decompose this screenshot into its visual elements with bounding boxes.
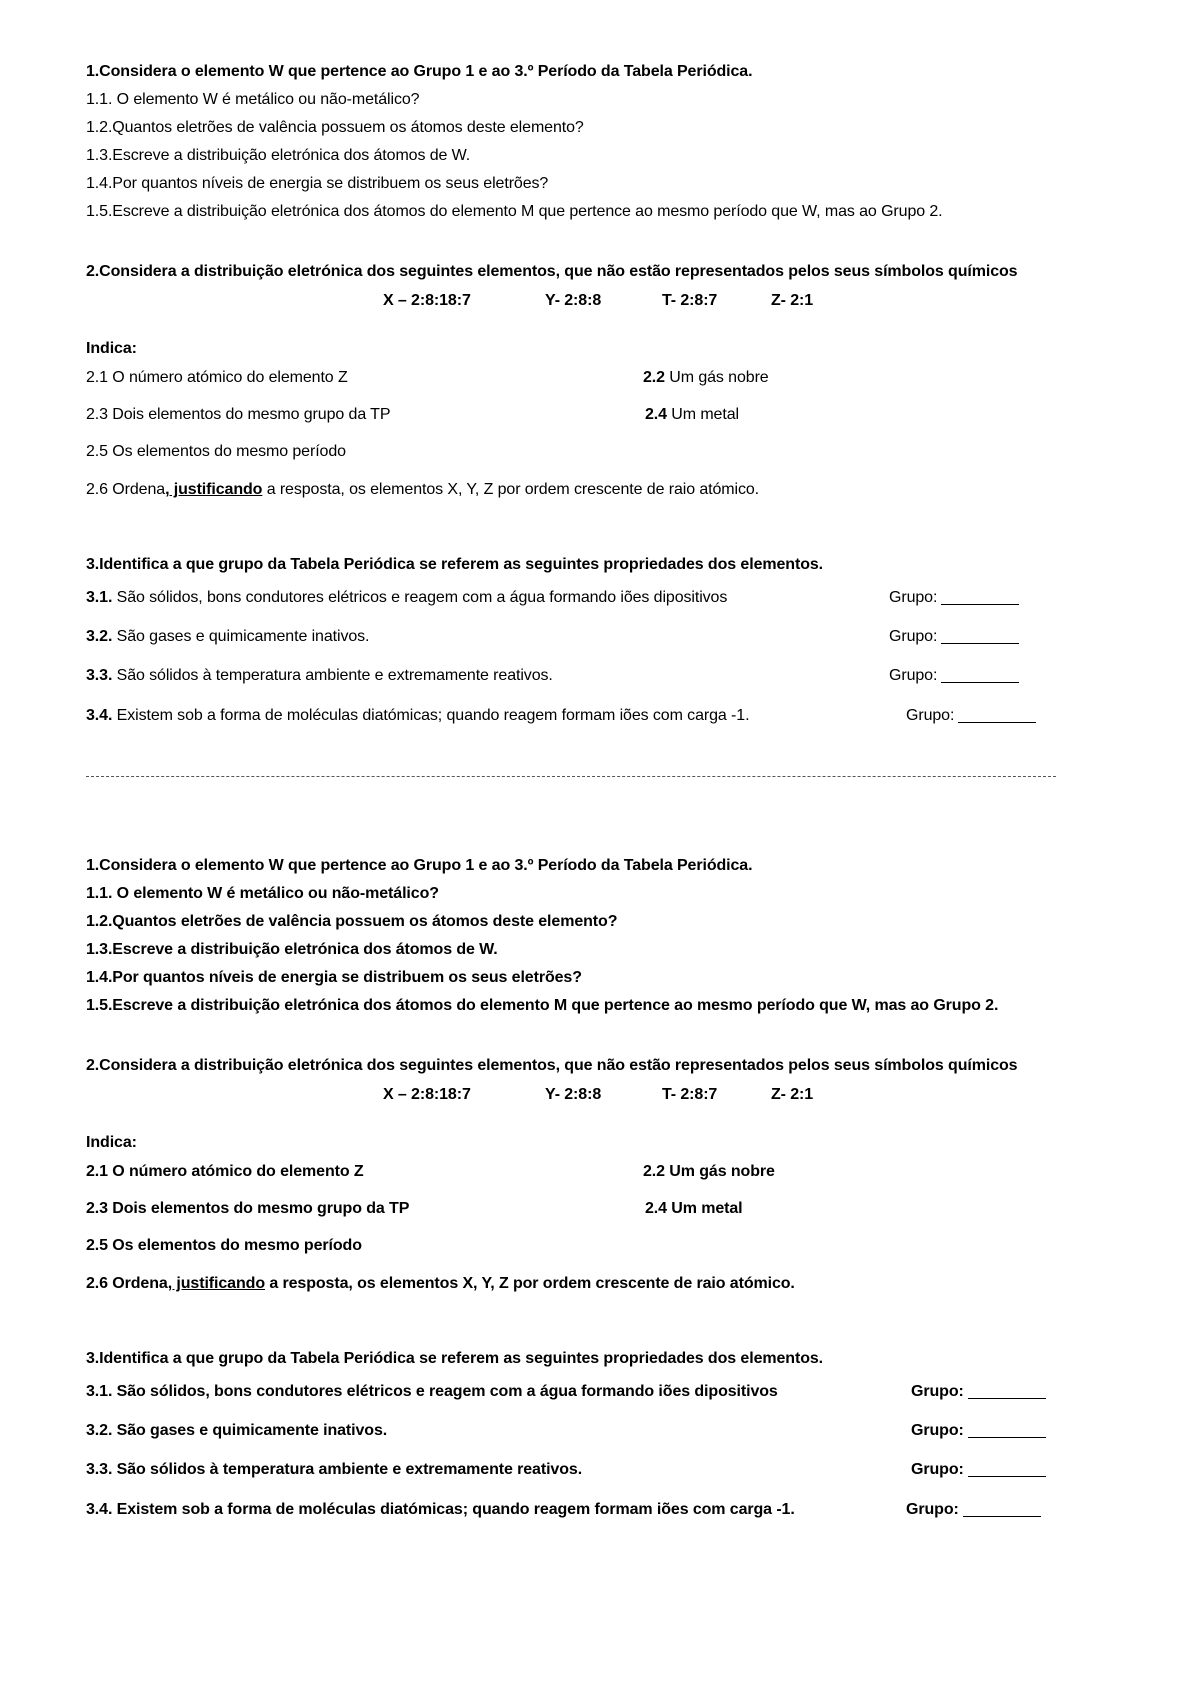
question-2-1: 2.1 O número atómico do elemento Z [86,369,348,386]
question-3-1-number: 3.1. [86,589,113,606]
question-3-4-number: 3.4. [86,707,113,724]
question-1-title: 1.Considera o elemento W que pertence ao Grupo 1 e ao 3.º Período da Tabela Periódica. [86,857,753,874]
question-2-title: 2.Considera a distribuição eletrónica dos seguintes elementos, que não estão representados pelos seus símbolos químicos [86,263,1018,280]
question-2-2-number: 2.2 [643,1163,665,1180]
question-1-1: 1.1. O elemento W é metálico ou não-metálico? [86,885,439,902]
cut-line-separator [86,776,1056,777]
answer-blank[interactable] [941,590,1019,605]
grupo-label: Grupo: [911,1422,964,1439]
indica-label: Indica: [86,340,137,357]
question-3-4-number: 3.4. [86,1501,113,1518]
answer-blank[interactable] [941,668,1019,683]
question-2-4-text: Um metal [666,1200,743,1217]
question-3-3-number: 3.3. [86,1461,113,1478]
question-3-1 [86,588,727,608]
question-3-1-number: 3.1. [86,1383,113,1400]
question-3-3-number: 3.3. [86,667,113,684]
grupo-answer-3-3 [911,1460,1046,1480]
grupo-label: Grupo: [911,1461,964,1478]
question-2-3: 2.3 Dois elementos do mesmo grupo da TP [86,406,391,423]
question-1-2: 1.2.Quantos eletrões de valência possuem os átomos deste elemento? [86,913,618,930]
question-2-6-emphasis: , justificando [165,481,263,498]
question-2-2 [643,368,769,388]
question-3-4-text: Existem sob a forma de moléculas diatómicas; quando reagem formam iões com carga -1. [112,1501,795,1518]
question-2-4-number: 2.4 [645,1200,667,1217]
question-2-4-number: 2.4 [645,406,667,423]
grupo-answer-3-3 [889,666,1019,686]
element-x: X – 2:8:18:7 [383,292,471,309]
question-3-4-text: Existem sob a forma de moléculas diatómicas; quando reagem formam iões com carga -1. [112,707,750,724]
question-2-3: 2.3 Dois elementos do mesmo grupo da TP [86,1200,410,1217]
worksheet-copy-2 [0,796,1200,1596]
question-3-1 [86,1382,778,1402]
question-2-6 [86,1274,795,1294]
question-2-1: 2.1 O número atómico do elemento Z [86,1163,364,1180]
question-2-6-start: 2.6 Ordena [86,1275,168,1292]
answer-blank[interactable] [958,708,1036,723]
question-1-4: 1.4.Por quantos níveis de energia se distribuem os seus eletrões? [86,969,582,986]
question-2-2-number: 2.2 [643,369,665,386]
question-3-2-number: 3.2. [86,1422,113,1439]
answer-blank[interactable] [968,1462,1046,1477]
question-2-6-start: 2.6 Ordena [86,481,166,498]
question-3-3 [86,666,553,686]
question-3-title: 3.Identifica a que grupo da Tabela Periódica se referem as seguintes propriedades dos elementos. [86,1350,824,1367]
grupo-label: Grupo: [889,628,938,645]
question-3-2-text: São gases e quimicamente inativos. [112,1422,388,1439]
question-3-4 [86,706,749,726]
grupo-answer-3-1 [889,588,1019,608]
grupo-label: Grupo: [906,707,955,724]
question-2-4 [645,405,739,425]
question-2-4-text: Um metal [666,406,739,423]
question-1-3: 1.3.Escreve a distribuição eletrónica dos átomos de W. [86,941,498,958]
grupo-answer-3-4 [906,1500,1041,1520]
question-2-4 [645,1199,743,1219]
element-t: T- 2:8:7 [662,1086,718,1103]
grupo-answer-3-4 [906,706,1036,726]
question-3-3-text: São sólidos à temperatura ambiente e extremamente reativos. [112,1461,583,1478]
question-3-2-text: São gases e quimicamente inativos. [112,628,370,645]
grupo-answer-3-2 [911,1421,1046,1441]
answer-blank[interactable] [968,1423,1046,1438]
grupo-answer-3-1 [911,1382,1046,1402]
question-2-5: 2.5 Os elementos do mesmo período [86,443,346,460]
question-3-2 [86,627,369,647]
element-z: Z- 2:1 [771,292,814,309]
question-2-2 [643,1162,775,1182]
question-1-title: 1.Considera o elemento W que pertence ao Grupo 1 e ao 3.º Período da Tabela Periódica. [86,63,753,80]
grupo-label: Grupo: [906,1501,959,1518]
indica-label: Indica: [86,1134,137,1151]
question-1-2: 1.2.Quantos eletrões de valência possuem os átomos deste elemento? [86,119,584,136]
element-x: X – 2:8:18:7 [383,1086,471,1103]
answer-blank[interactable] [968,1384,1046,1399]
question-3-1-text: São sólidos, bons condutores elétricos e reagem com a água formando iões dipositivos [112,589,728,606]
question-2-6-end: a resposta, os elementos X, Y, Z por ordem crescente de raio atómico. [262,481,760,498]
grupo-label: Grupo: [889,589,938,606]
grupo-label: Grupo: [911,1383,964,1400]
question-1-3: 1.3.Escreve a distribuição eletrónica dos átomos de W. [86,147,471,164]
element-z: Z- 2:1 [771,1086,814,1103]
question-3-2-number: 3.2. [86,628,113,645]
question-2-6-emphasis: , justificando [167,1275,265,1292]
question-2-title: 2.Considera a distribuição eletrónica dos seguintes elementos, que não estão representados pelos seus símbolos químicos [86,1057,1018,1074]
question-1-1: 1.1. O elemento W é metálico ou não-metálico? [86,91,420,108]
question-3-4 [86,1500,795,1520]
question-3-title: 3.Identifica a que grupo da Tabela Periódica se referem as seguintes propriedades dos elementos. [86,556,824,573]
question-1-5: 1.5.Escreve a distribuição eletrónica dos átomos do elemento M que pertence ao mesmo período que W, mas ao Grupo 2. [86,203,943,220]
question-3-3-text: São sólidos à temperatura ambiente e extremamente reativos. [112,667,553,684]
grupo-answer-3-2 [889,627,1019,647]
answer-blank[interactable] [963,1502,1041,1517]
element-y: Y- 2:8:8 [545,292,602,309]
question-2-5: 2.5 Os elementos do mesmo período [86,1237,362,1254]
question-2-2-text: Um gás nobre [664,1163,775,1180]
question-1-5: 1.5.Escreve a distribuição eletrónica dos átomos do elemento M que pertence ao mesmo período que W, mas ao Grupo 2. [86,997,999,1014]
question-3-3 [86,1460,582,1480]
question-3-1-text: São sólidos, bons condutores elétricos e reagem com a água formando iões dipositivos [112,1383,778,1400]
question-2-2-text: Um gás nobre [664,369,769,386]
answer-blank[interactable] [941,629,1019,644]
question-1-4: 1.4.Por quantos níveis de energia se distribuem os seus eletrões? [86,175,549,192]
question-3-2 [86,1421,387,1441]
element-y: Y- 2:8:8 [545,1086,602,1103]
element-t: T- 2:8:7 [662,292,718,309]
question-2-6 [86,480,759,500]
grupo-label: Grupo: [889,667,938,684]
worksheet-copy-1 [0,0,1200,800]
question-2-6-end: a resposta, os elementos X, Y, Z por ordem crescente de raio atómico. [265,1275,795,1292]
